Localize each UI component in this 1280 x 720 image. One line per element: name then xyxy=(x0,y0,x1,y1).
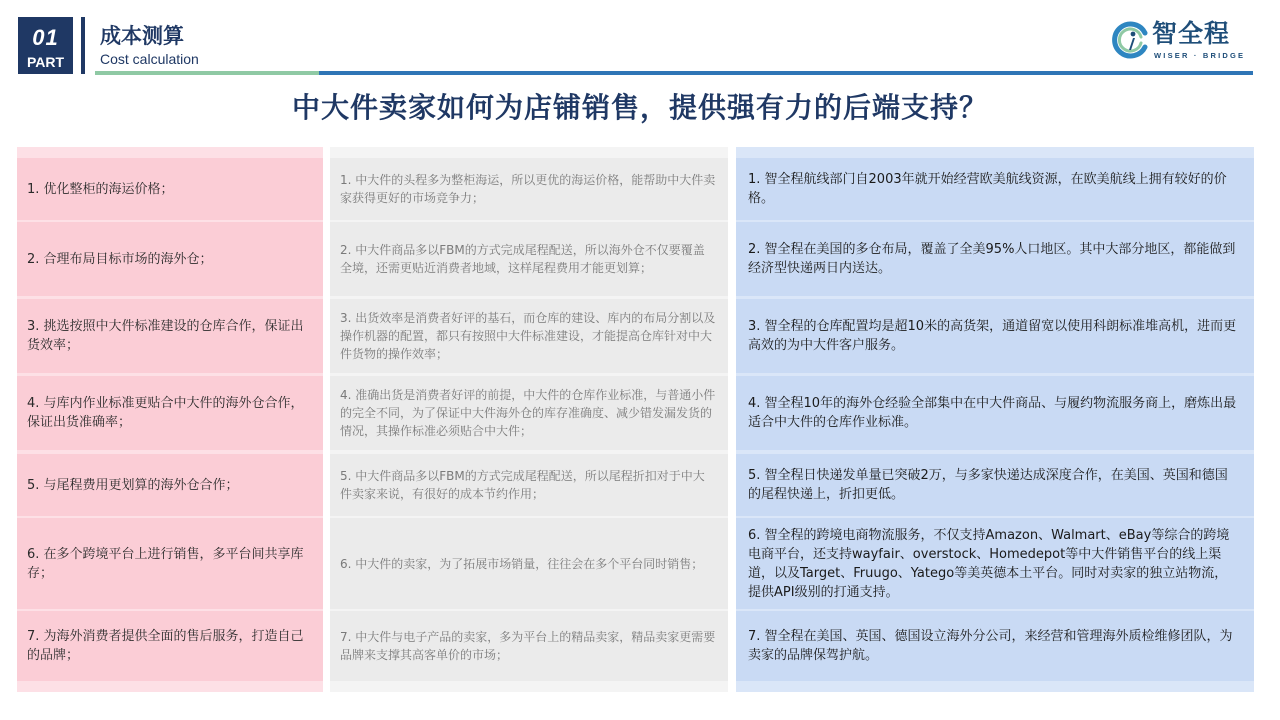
needs-text: 1. 优化整柜的海运价格； xyxy=(27,181,174,197)
solution-cell xyxy=(736,222,1254,296)
needs-cell xyxy=(17,518,323,609)
solution-text: 5. 智全程日快递发单量已突破2万，与多家快递达成深度合作，在美国、英国和德国的尾程快递上，折扣更低。 xyxy=(748,468,1228,502)
needs-text: 4. 与库内作业标准更贴合中大件的海外仓合作，保证出货准确率； xyxy=(27,396,304,430)
solution-cell xyxy=(736,611,1254,681)
main-title: 中大件卖家如何为店铺销售，提供强有力的后端支持？ xyxy=(291,91,988,124)
solution-cell xyxy=(736,299,1254,373)
reason-text: 4. 准确出货是消费者好评的前提，中大件的仓库作业标准，与普通小件的完全不同，为了保证中大件海外仓的库存准确度、减少错发漏发货的情况，其操作标准必须贴合中大件； xyxy=(340,388,716,438)
part-badge xyxy=(18,17,73,74)
reason-text: 2. 中大件商品多以FBM的方式完成尾程配送，所以海外仓不仅要覆盖全境，还需更贴近消费者地域，这样尾程费用才能更划算； xyxy=(340,243,705,275)
logo-subtext: WISER · BRIDGE xyxy=(1154,51,1246,60)
reason-text: 6. 中大件的卖家，为了拓展市场销量，往往会在多个平台同时销售； xyxy=(340,556,704,571)
part-number: 01 xyxy=(32,25,59,50)
needs-text: 3. 挑选按照中大件标准建设的仓库合作，保证出货效率； xyxy=(27,319,304,353)
reason-cell xyxy=(330,611,728,681)
solution-cell xyxy=(736,376,1254,450)
reason-cell xyxy=(330,454,728,516)
solution-text: 1. 智全程航线部门自2003年就开始经营欧美航线资源，在欧美航线上拥有较好的价格。 xyxy=(748,172,1227,206)
solution-text: 7. 智全程在美国、英国、德国设立海外分公司，来经营和管理海外质检维修团队，为卖家的品牌保驾护航。 xyxy=(748,629,1233,663)
section-subtitle: Cost calculation xyxy=(100,51,199,67)
solution-cell xyxy=(736,158,1254,220)
reason-cell xyxy=(330,222,728,296)
needs-text: 6. 在多个跨境平台上进行销售，多平台间共享库存； xyxy=(27,546,304,581)
needs-cell xyxy=(17,158,323,220)
solution-text: 4. 智全程10年的海外仓经验全部集中在中大件商品、与履约物流服务商上，磨炼出最适合中大件的仓库作业标准。 xyxy=(748,396,1237,430)
needs-cell xyxy=(17,454,323,516)
company-logo xyxy=(1112,18,1252,62)
needs-text: 5. 与尾程费用更划算的海外仓合作； xyxy=(27,477,239,493)
reason-cell xyxy=(330,518,728,609)
reason-column xyxy=(330,147,728,692)
header-rule-green xyxy=(95,71,319,75)
solution-text: 2. 智全程在美国的多仓布局，覆盖了全美95%人口地区。其中大部分地区，都能做到经济型快递两日内送达。 xyxy=(748,242,1236,276)
reason-cell xyxy=(330,158,728,220)
solution-cell xyxy=(736,518,1254,609)
reason-cell xyxy=(330,299,728,373)
needs-text: 2. 合理布局目标市场的海外仓； xyxy=(27,251,213,267)
needs-cell xyxy=(17,222,323,296)
solution-cell xyxy=(736,454,1254,516)
reason-text: 3. 出货效率是消费者好评的基石，而仓库的建设、库内的布局分割以及操作机器的配置，都只有按照中大件标准建设，才能提高仓库针对中大件货物的操作效率； xyxy=(340,311,716,361)
logo-mark-icon xyxy=(1112,21,1150,59)
section-title: 成本测算 xyxy=(100,24,184,48)
needs-cell xyxy=(17,376,323,450)
solution-text: 6. 智全程的跨境电商物流服务，不仅支持Amazon、Walmart、eBay等综合的跨境电商平台，还支持wayfair、overstock、Homedepot等中大件销售平台的线上渠道，以及Target、Fruugo、Yatego等美英德本土平台。同时对卖家的独立站物流，提供API级别的打通支持。 xyxy=(748,527,1230,600)
needs-cell xyxy=(17,611,323,681)
header-rule-blue xyxy=(319,71,1253,75)
needs-column xyxy=(17,147,323,692)
logo-text: 智全程 xyxy=(1152,19,1231,48)
reason-cell xyxy=(330,376,728,450)
reason-text: 7. 中大件与电子产品的卖家，多为平台上的精品卖家，精品卖家更需要品牌来支撑其高客单价的市场； xyxy=(340,630,716,662)
solution-column xyxy=(736,147,1254,692)
part-label: PART xyxy=(26,54,65,70)
header-divider xyxy=(81,17,85,74)
needs-cell xyxy=(17,299,323,373)
reason-text: 5. 中大件商品多以FBM的方式完成尾程配送，所以尾程折扣对于中大件卖家来说，有很好的成本节约作用； xyxy=(340,469,705,501)
reason-text: 1. 中大件的头程多为整柜海运，所以更优的海运价格，能帮助中大件卖家获得更好的市场竞争力； xyxy=(340,173,716,205)
needs-text: 7. 为海外消费者提供全面的售后服务，打造自己的品牌； xyxy=(27,629,304,663)
solution-text: 3. 智全程的仓库配置均是超10米的高货架，通道留宽以使用科朗标准堆高机，进而更高效的为中大件客户服务。 xyxy=(748,319,1237,353)
